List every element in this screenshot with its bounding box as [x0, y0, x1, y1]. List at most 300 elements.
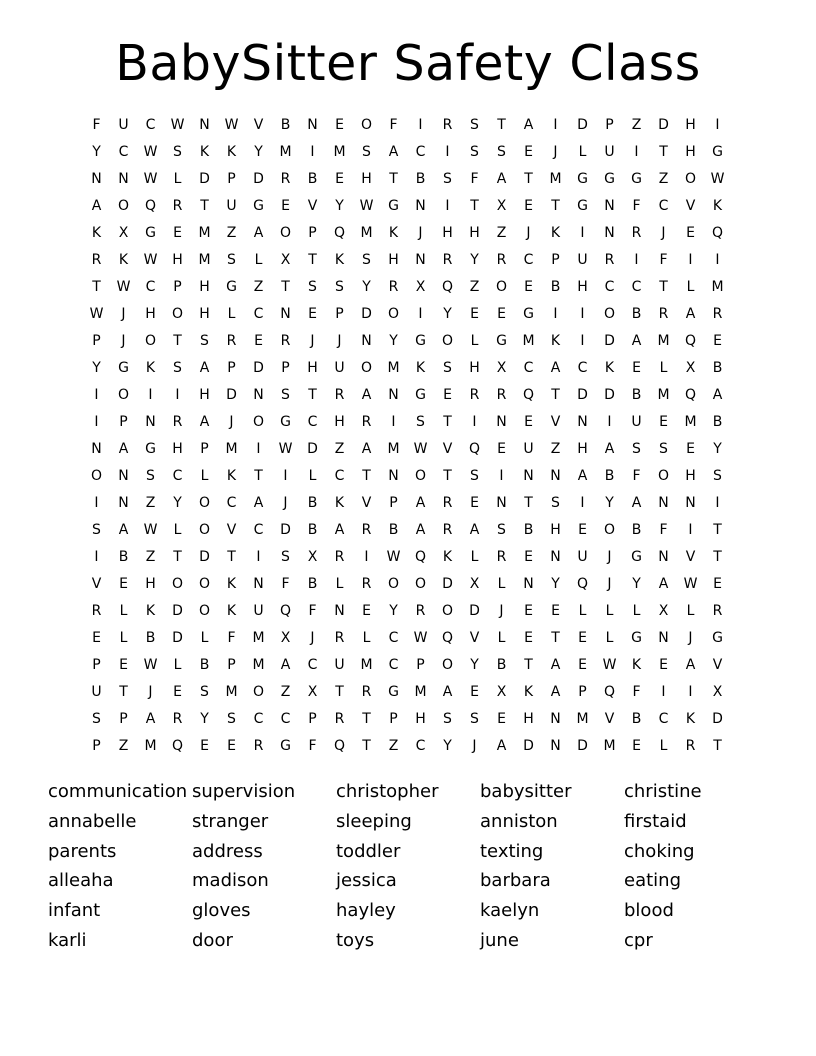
- word-bank-item: communication: [48, 781, 188, 802]
- grid-letter: J: [310, 333, 315, 349]
- grid-letter: B: [604, 468, 615, 484]
- grid-letter: P: [200, 441, 209, 457]
- grid-letter: G: [415, 387, 426, 403]
- grid-letter: Q: [144, 198, 157, 214]
- grid-letter: L: [362, 630, 371, 646]
- grid-letter: K: [550, 333, 561, 349]
- grid-letter: N: [118, 171, 129, 187]
- grid-letter: Y: [713, 441, 722, 457]
- grid-letter: K: [334, 495, 345, 511]
- grid-letter: L: [578, 603, 587, 619]
- grid-letter: R: [334, 387, 345, 403]
- grid-letter: T: [551, 630, 560, 646]
- grid-letter: I: [580, 333, 585, 349]
- grid-letter: J: [607, 549, 612, 565]
- grid-letter: J: [553, 144, 558, 160]
- grid-letter: T: [551, 387, 560, 403]
- grid-letter: H: [145, 306, 156, 322]
- grid-letter: L: [200, 468, 209, 484]
- grid-letter: N: [658, 549, 669, 565]
- grid-letter: Z: [550, 441, 561, 457]
- grid-letter: H: [523, 711, 534, 727]
- grid-letter: R: [442, 117, 453, 133]
- grid-letter: H: [685, 144, 696, 160]
- grid-letter: T: [551, 198, 560, 214]
- grid-letter: Z: [118, 738, 129, 754]
- grid-letter: Q: [603, 684, 616, 700]
- grid-letter: D: [226, 387, 237, 403]
- grid-letter: R: [334, 549, 345, 565]
- grid-letter: N: [685, 495, 696, 511]
- grid-letter: S: [470, 711, 479, 727]
- grid-letter: E: [524, 603, 533, 619]
- grid-letter: G: [145, 441, 156, 457]
- page-title: BabySitter Safety Class: [115, 35, 701, 92]
- grid-letter: S: [308, 279, 317, 295]
- word-bank-item: toddler: [336, 840, 401, 862]
- grid-letter: N: [253, 387, 264, 403]
- word-bank-item: karli: [48, 929, 87, 951]
- grid-letter: Y: [389, 603, 398, 619]
- grid-letter: F: [308, 738, 317, 754]
- grid-letter: L: [686, 603, 695, 619]
- grid-letter: M: [225, 684, 238, 700]
- grid-letter: T: [362, 711, 371, 727]
- grid-letter: H: [199, 279, 210, 295]
- grid-letter: G: [631, 549, 642, 565]
- grid-letter: A: [496, 738, 507, 754]
- grid-letter: T: [524, 657, 533, 673]
- grid-letter: N: [388, 387, 399, 403]
- grid-letter: Z: [658, 171, 669, 187]
- grid-letter: C: [118, 144, 129, 160]
- grid-letter: Z: [280, 684, 291, 700]
- grid-letter: H: [199, 387, 210, 403]
- grid-letter: O: [171, 306, 184, 322]
- grid-letter: X: [712, 684, 723, 700]
- grid-letter: O: [171, 576, 184, 592]
- grid-letter: E: [470, 684, 479, 700]
- grid-letter: I: [634, 144, 639, 160]
- grid-letter: N: [658, 495, 669, 511]
- grid-letter: Z: [145, 495, 156, 511]
- grid-letter: L: [578, 144, 587, 160]
- grid-letter: N: [658, 630, 669, 646]
- grid-letter: C: [307, 657, 318, 673]
- grid-letter: I: [634, 252, 639, 268]
- word-bank-item: stranger: [192, 810, 269, 832]
- grid-letter: S: [281, 387, 290, 403]
- grid-letter: X: [307, 549, 318, 565]
- grid-letter: X: [118, 225, 129, 241]
- grid-letter: O: [657, 468, 670, 484]
- grid-letter: M: [198, 225, 211, 241]
- grid-letter: W: [359, 198, 374, 214]
- grid-letter: E: [200, 738, 209, 754]
- grid-letter: R: [334, 711, 345, 727]
- grid-letter: C: [145, 279, 156, 295]
- grid-letter: L: [497, 630, 506, 646]
- grid-letter: G: [496, 333, 507, 349]
- grid-letter: G: [712, 630, 723, 646]
- grid-letter: G: [118, 360, 129, 376]
- grid-letter: I: [580, 225, 585, 241]
- grid-letter: E: [470, 306, 479, 322]
- grid-letter: X: [496, 684, 507, 700]
- grid-letter: A: [280, 657, 291, 673]
- grid-letter: T: [335, 684, 344, 700]
- grid-letter: R: [280, 333, 291, 349]
- grid-letter: S: [497, 522, 506, 538]
- grid-letter: M: [144, 738, 157, 754]
- word-bank-item: firstaid: [624, 810, 687, 832]
- word-bank-item: annabelle: [48, 810, 137, 832]
- grid-letter: B: [307, 522, 318, 538]
- grid-letter: R: [172, 414, 183, 430]
- grid-letter: A: [361, 387, 372, 403]
- grid-letter: C: [307, 414, 318, 430]
- grid-letter: N: [604, 225, 615, 241]
- grid-letter: E: [281, 198, 290, 214]
- grid-letter: A: [712, 387, 723, 403]
- grid-letter: B: [550, 279, 561, 295]
- grid-letter: T: [227, 549, 236, 565]
- grid-letter: N: [496, 414, 507, 430]
- grid-letter: J: [337, 333, 342, 349]
- grid-letter: A: [415, 522, 426, 538]
- grid-letter: O: [252, 414, 265, 430]
- word-bank-item: gloves: [192, 900, 251, 922]
- grid-letter: O: [198, 603, 211, 619]
- grid-letter: Y: [443, 738, 452, 754]
- grid-letter: S: [227, 711, 236, 727]
- grid-letter: I: [715, 117, 720, 133]
- grid-letter: U: [577, 549, 588, 565]
- grid-letter: E: [227, 738, 236, 754]
- grid-letter: Q: [441, 279, 454, 295]
- word-bank-item: choking: [624, 840, 695, 862]
- grid-letter: D: [280, 522, 291, 538]
- grid-letter: Z: [388, 738, 399, 754]
- grid-letter: D: [253, 360, 264, 376]
- grid-letter: P: [173, 279, 182, 295]
- grid-letter: F: [92, 117, 101, 133]
- grid-letter: H: [685, 117, 696, 133]
- grid-letter: B: [199, 657, 210, 673]
- grid-letter: Z: [253, 279, 264, 295]
- grid-letter: G: [253, 198, 264, 214]
- grid-letter: I: [175, 387, 180, 403]
- grid-letter: Q: [684, 387, 697, 403]
- grid-letter: B: [307, 495, 318, 511]
- grid-letter: E: [524, 549, 533, 565]
- grid-letter: T: [362, 738, 371, 754]
- grid-letter: R: [226, 333, 237, 349]
- word-bank-item: infant: [48, 900, 101, 922]
- grid-letter: U: [334, 657, 345, 673]
- grid-letter: V: [307, 198, 318, 214]
- grid-letter: J: [499, 603, 504, 619]
- grid-letter: A: [442, 684, 453, 700]
- grid-letter: S: [551, 495, 560, 511]
- grid-letter: M: [360, 657, 373, 673]
- grid-letter: J: [121, 333, 126, 349]
- grid-letter: R: [280, 171, 291, 187]
- word-bank-item: kaelyn: [480, 900, 540, 922]
- grid-letter: Y: [443, 306, 452, 322]
- grid-letter: M: [279, 144, 292, 160]
- grid-letter: R: [469, 387, 480, 403]
- grid-letter: C: [415, 144, 426, 160]
- grid-letter: O: [414, 576, 427, 592]
- grid-letter: F: [632, 468, 641, 484]
- grid-letter: U: [253, 603, 264, 619]
- grid-letter: E: [551, 603, 560, 619]
- grid-letter: G: [226, 279, 237, 295]
- grid-letter: K: [226, 144, 237, 160]
- grid-letter: X: [415, 279, 426, 295]
- grid-letter: X: [685, 360, 696, 376]
- grid-letter: T: [308, 252, 317, 268]
- word-search-grid: [83, 112, 731, 760]
- grid-letter: V: [469, 630, 480, 646]
- grid-letter: T: [92, 279, 101, 295]
- grid-letter: B: [388, 522, 399, 538]
- grid-letter: D: [523, 738, 534, 754]
- grid-letter: O: [90, 468, 103, 484]
- grid-letter: F: [308, 603, 317, 619]
- grid-letter: M: [522, 333, 535, 349]
- grid-letter: S: [362, 252, 371, 268]
- grid-letter: D: [199, 549, 210, 565]
- grid-letter: S: [470, 468, 479, 484]
- grid-letter: D: [604, 387, 615, 403]
- grid-letter: K: [604, 360, 615, 376]
- word-bank-item: hayley: [336, 900, 396, 922]
- grid-letter: E: [173, 225, 182, 241]
- grid-letter: H: [577, 441, 588, 457]
- grid-letter: T: [659, 279, 668, 295]
- grid-letter: Q: [684, 333, 697, 349]
- grid-letter: D: [577, 738, 588, 754]
- grid-letter: Q: [468, 441, 481, 457]
- grid-letter: D: [469, 603, 480, 619]
- grid-letter: K: [118, 252, 129, 268]
- grid-letter: E: [632, 738, 641, 754]
- grid-letter: E: [497, 711, 506, 727]
- grid-letter: B: [712, 360, 723, 376]
- grid-letter: I: [607, 414, 612, 430]
- grid-letter: N: [496, 495, 507, 511]
- grid-letter: S: [227, 252, 236, 268]
- grid-letter: N: [91, 441, 102, 457]
- grid-letter: T: [173, 549, 182, 565]
- grid-letter: P: [92, 333, 101, 349]
- grid-letter: L: [119, 630, 128, 646]
- grid-letter: H: [577, 279, 588, 295]
- grid-letter: K: [442, 549, 453, 565]
- grid-letter: E: [578, 522, 587, 538]
- grid-letter: H: [172, 441, 183, 457]
- grid-letter: J: [472, 738, 477, 754]
- grid-letter: F: [227, 630, 236, 646]
- grid-letter: V: [685, 549, 696, 565]
- grid-letter: S: [146, 468, 155, 484]
- word-bank-item: jessica: [336, 870, 397, 892]
- grid-letter: G: [523, 306, 534, 322]
- word-bank-item: christine: [624, 781, 702, 802]
- word-bank-item: door: [192, 929, 233, 951]
- grid-letter: F: [281, 576, 290, 592]
- grid-letter: O: [279, 225, 292, 241]
- grid-letter: C: [334, 468, 345, 484]
- grid-letter: J: [607, 576, 612, 592]
- grid-letter: R: [91, 252, 102, 268]
- grid-letter: B: [118, 549, 129, 565]
- grid-letter: L: [227, 306, 236, 322]
- grid-letter: I: [688, 522, 693, 538]
- grid-letter: O: [117, 387, 130, 403]
- grid-letter: A: [118, 522, 129, 538]
- grid-letter: V: [604, 711, 615, 727]
- grid-letter: E: [524, 144, 533, 160]
- grid-letter: M: [657, 387, 670, 403]
- grid-letter: N: [604, 198, 615, 214]
- grid-letter: Y: [551, 576, 560, 592]
- grid-letter: R: [712, 306, 723, 322]
- grid-letter: H: [388, 252, 399, 268]
- grid-letter: M: [603, 738, 616, 754]
- grid-letter: S: [497, 144, 506, 160]
- grid-letter: P: [389, 711, 398, 727]
- grid-letter: S: [443, 711, 452, 727]
- grid-letter: I: [94, 387, 99, 403]
- grid-letter: J: [661, 225, 666, 241]
- grid-letter: L: [173, 171, 182, 187]
- grid-letter: E: [335, 171, 344, 187]
- grid-letter: M: [252, 657, 265, 673]
- grid-letter: N: [91, 171, 102, 187]
- grid-letter: Y: [632, 576, 641, 592]
- grid-letter: Z: [469, 279, 480, 295]
- grid-letter: Q: [576, 576, 589, 592]
- grid-letter: K: [199, 144, 210, 160]
- grid-letter: N: [388, 468, 399, 484]
- grid-letter: P: [416, 657, 425, 673]
- grid-letter: L: [173, 657, 182, 673]
- grid-letter: G: [604, 171, 615, 187]
- grid-letter: B: [523, 522, 534, 538]
- grid-letter: S: [632, 441, 641, 457]
- grid-letter: A: [415, 495, 426, 511]
- grid-letter: K: [415, 360, 426, 376]
- grid-letter: H: [361, 171, 372, 187]
- grid-letter: C: [631, 279, 642, 295]
- grid-letter: N: [145, 414, 156, 430]
- grid-letter: U: [118, 117, 129, 133]
- grid-letter: H: [415, 711, 426, 727]
- grid-letter: Y: [605, 495, 614, 511]
- grid-letter: P: [605, 117, 614, 133]
- grid-letter: A: [496, 171, 507, 187]
- grid-letter: F: [632, 684, 641, 700]
- grid-letter: M: [711, 279, 724, 295]
- grid-letter: S: [362, 144, 371, 160]
- grid-letter: D: [172, 603, 183, 619]
- grid-letter: E: [659, 414, 668, 430]
- grid-letter: T: [470, 198, 479, 214]
- word-bank: [48, 777, 768, 956]
- grid-letter: N: [280, 306, 291, 322]
- grid-letter: O: [441, 657, 454, 673]
- grid-letter: A: [145, 711, 156, 727]
- grid-letter: A: [631, 333, 642, 349]
- grid-letter: W: [224, 117, 239, 133]
- grid-letter: D: [442, 576, 453, 592]
- grid-letter: J: [229, 414, 234, 430]
- grid-letter: S: [281, 549, 290, 565]
- grid-letter: R: [415, 603, 426, 619]
- word-bank-item: cpr: [624, 929, 653, 951]
- grid-letter: L: [659, 360, 668, 376]
- grid-letter: E: [119, 576, 128, 592]
- grid-letter: M: [252, 630, 265, 646]
- grid-letter: X: [280, 252, 291, 268]
- grid-letter: G: [577, 171, 588, 187]
- grid-letter: L: [119, 603, 128, 619]
- grid-letter: F: [659, 522, 668, 538]
- grid-letter: T: [713, 738, 722, 754]
- grid-letter: A: [604, 441, 615, 457]
- grid-letter: K: [550, 225, 561, 241]
- grid-letter: W: [143, 522, 158, 538]
- grid-letter: Y: [92, 360, 101, 376]
- grid-letter: G: [631, 630, 642, 646]
- grid-letter: Z: [496, 225, 507, 241]
- grid-letter: E: [308, 306, 317, 322]
- grid-letter: G: [145, 225, 156, 241]
- grid-letter: J: [148, 684, 153, 700]
- grid-letter: C: [388, 657, 399, 673]
- grid-letter: P: [308, 711, 317, 727]
- grid-letter: C: [172, 468, 183, 484]
- grid-letter: I: [94, 549, 99, 565]
- grid-letter: N: [199, 117, 210, 133]
- grid-letter: S: [443, 360, 452, 376]
- grid-letter: I: [553, 117, 558, 133]
- grid-letter: H: [307, 360, 318, 376]
- grid-letter: Q: [441, 630, 454, 646]
- grid-letter: C: [253, 522, 264, 538]
- word-bank-item: madison: [192, 870, 269, 892]
- grid-letter: T: [308, 387, 317, 403]
- grid-letter: I: [391, 414, 396, 430]
- grid-letter: I: [418, 117, 423, 133]
- grid-letter: P: [389, 495, 398, 511]
- grid-letter: O: [603, 522, 616, 538]
- grid-letter: P: [227, 657, 236, 673]
- grid-letter: B: [496, 657, 507, 673]
- grid-letter: E: [659, 657, 668, 673]
- grid-letter: Q: [279, 603, 292, 619]
- grid-letter: O: [603, 306, 616, 322]
- grid-letter: M: [225, 441, 238, 457]
- word-bank-item: toys: [336, 929, 375, 951]
- grid-letter: B: [631, 711, 642, 727]
- grid-letter: I: [418, 306, 423, 322]
- word-bank-item: babysitter: [480, 781, 572, 802]
- grid-letter: L: [335, 576, 344, 592]
